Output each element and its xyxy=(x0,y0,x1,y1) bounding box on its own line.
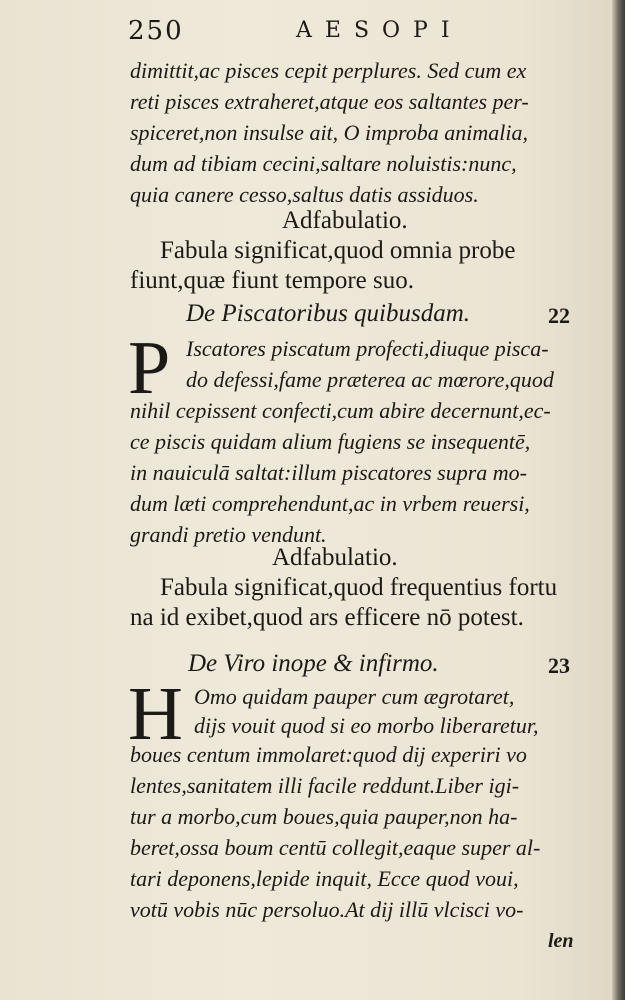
moral-line: Fabula significat,quod frequentius fortu xyxy=(160,574,558,601)
running-title: AESOPI xyxy=(296,18,463,43)
text-line: nihil cepissent confecti,cum abire decernunt,ec- xyxy=(130,398,551,423)
text-line: lentes,sanitatem illi facile reddunt.Liber igi- xyxy=(130,773,520,798)
text-line: dum ad tibiam cecini,saltare noluistis:nunc, xyxy=(130,151,517,176)
moral-line: Fabula significat,quod omnia probe xyxy=(160,237,516,264)
text-line: tari deponens,lepide inquit, Ecce quod voui, xyxy=(130,866,519,891)
text-line: dijs vouit quod si eo morbo liberaretur, xyxy=(194,713,539,738)
moral-line: na id exibet,quod ars efficere nō potest. xyxy=(130,604,524,631)
drop-capital: H xyxy=(128,672,183,756)
page-header xyxy=(128,16,588,52)
text-line: boues centum immolaret:quod dij experiri vo xyxy=(130,742,527,767)
text-line: dum læti comprehendunt,ac in vrbem reuersi, xyxy=(130,491,530,516)
fable-title: De Piscatoribus quibusdam. xyxy=(186,300,471,327)
fable-number: 23 xyxy=(548,653,570,678)
text-line: in nauiculā saltat:illum piscatores supra mo- xyxy=(130,460,528,485)
page-number: 250 xyxy=(128,16,184,46)
text-line: votū vobis nūc persoluo.At dij illū vlcisci vo- xyxy=(130,897,524,922)
text-line: Iscatores piscatum profecti,diuque pisca- xyxy=(186,336,549,361)
catchword: len xyxy=(548,930,574,952)
drop-capital: P xyxy=(128,326,171,410)
fable-number: 22 xyxy=(548,303,570,328)
adfabulatio-heading: Adfabulatio. xyxy=(282,207,408,234)
fable-title: De Viro inope & infirmo. xyxy=(188,650,439,677)
text-line: do defessi,fame præterea ac mœrore,quod xyxy=(186,367,554,392)
text-line: grandi pretio vendunt. xyxy=(130,522,327,547)
moral-line: fiunt,quæ fiunt tempore suo. xyxy=(130,267,414,294)
text-line: quia canere cesso,saltus datis assiduos. xyxy=(130,182,479,207)
page-gutter-shadow xyxy=(612,0,625,1000)
text-line: tur a morbo,cum boues,quia pauper,non ha- xyxy=(130,804,518,829)
adfabulatio-heading: Adfabulatio. xyxy=(272,544,398,571)
text-line: spiceret,non insulse ait, O improba animalia, xyxy=(130,120,529,145)
text-line: reti pisces extraheret,atque eos saltantes per- xyxy=(130,89,529,114)
text-line: beret,ossa boum centū collegit,eaque super al- xyxy=(130,835,541,860)
text-line: ce piscis quidam alium fugiens se insequentē, xyxy=(130,429,531,454)
text-line: Omo quidam pauper cum ægrotaret, xyxy=(194,684,515,709)
text-line: dimittit,ac pisces cepit perplures. Sed cum ex xyxy=(130,58,527,83)
